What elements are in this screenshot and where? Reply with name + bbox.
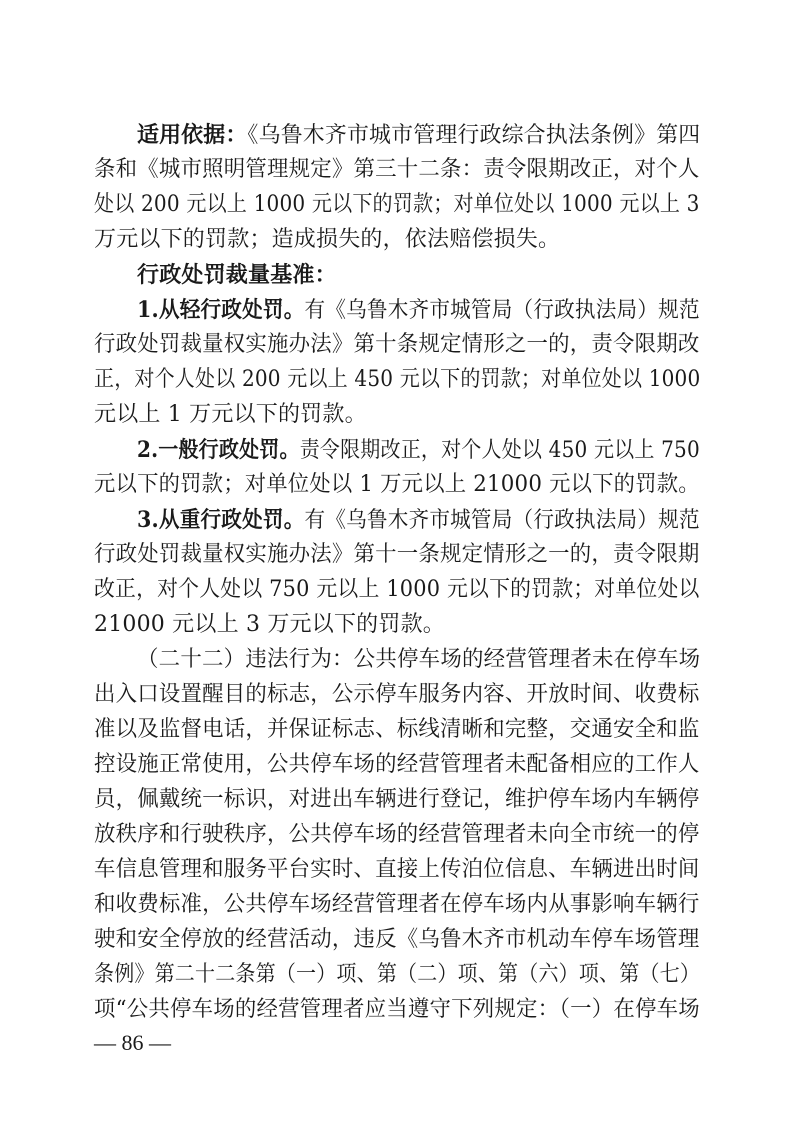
basis-line-3: 处以 200 元以上 1000 元以下的罚款；对单位处以 1000 元以上 3	[94, 192, 700, 217]
general-line-2: 元以下的罚款；对单位处以 1 万元以上 21000 元以下的罚款。	[94, 472, 700, 497]
lenient-line-2: 行政处罚裁量权实施办法》第十条规定情形之一的，责令限期改	[94, 332, 700, 357]
severe-label: 3.从重行政处罚。	[137, 507, 305, 533]
lenient-label: 1.从轻行政处罚。	[137, 297, 305, 323]
general-text: 责令限期改正，对个人处以 450 元以上 750	[299, 438, 700, 463]
basis-text: 《乌鲁木齐市城市管理行政综合执法条例》第四	[247, 123, 701, 148]
basis-line-2: 条和《城市照明管理规定》第三十二条：责令限期改正，对个人	[94, 157, 700, 182]
item22-line-2: 出入口设置醒目的标志，公示停车服务内容、开放时间、收费标	[94, 682, 700, 707]
item22-line-3: 准以及监督电话，并保证标志、标线清晰和完整，交通安全和监	[94, 717, 700, 742]
discretion-heading: 行政处罚裁量基准：	[137, 262, 337, 288]
severe-line-4: 21000 元以上 3 万元以下的罚款。	[94, 612, 445, 637]
item22-line-1: （二十二）违法行为：公共停车场的经营管理者未在停车场	[137, 647, 701, 672]
severe-line-2: 行政处罚裁量权实施办法》第十一条规定情形之一的，责令限期	[94, 542, 700, 567]
lenient-line-3: 正，对个人处以 200 元以上 450 元以下的罚款；对单位处以 1000	[94, 367, 701, 392]
lenient-line-1	[137, 297, 700, 324]
item22-line-8: 和收费标准，公共停车场经营管理者在停车场内从事影响车辆行	[94, 892, 700, 917]
lenient-text: 有《乌鲁木齐市城管局（行政执法局）规范	[304, 298, 700, 323]
item22-line-7: 车信息管理和服务平台实时、直接上传泊位信息、车辆进出时间	[94, 857, 700, 882]
item22-line-4: 控设施正常使用，公共停车场的经营管理者未配备相应的工作人	[94, 752, 700, 777]
basis-label: 适用依据：	[137, 122, 248, 148]
item22-line-10: 条例》第二十二条第（一）项、第（二）项、第（六）项、第（七）	[94, 962, 701, 987]
general-label: 2.一般行政处罚。	[137, 437, 300, 463]
item22-line-9: 驶和安全停放的经营活动，违反《乌鲁木齐市机动车停车场管理	[94, 927, 700, 952]
severe-line-1	[137, 507, 700, 534]
severe-line-3: 改正，对个人处以 750 元以上 1000 元以下的罚款；对单位处以	[94, 577, 700, 602]
lenient-line-4: 元以上 1 万元以下的罚款。	[94, 402, 367, 427]
severe-text: 有《乌鲁木齐市城管局（行政执法局）规范	[304, 508, 700, 533]
page-number: — 86 —	[94, 1030, 171, 1055]
basis-line-4: 万元以下的罚款；造成损失的，依法赔偿损失。	[94, 227, 561, 252]
general-line-1	[137, 437, 700, 464]
item22-line-6: 放秩序和行驶秩序，公共停车场的经营管理者未向全市统一的停	[94, 822, 700, 847]
basis-line-1	[137, 122, 700, 149]
item22-line-5: 员，佩戴统一标识，对进出车辆进行登记，维护停车场内车辆停	[94, 787, 700, 812]
item22-line-11: 项“公共停车场的经营管理者应当遵守下列规定：（一）在停车场	[94, 997, 700, 1022]
